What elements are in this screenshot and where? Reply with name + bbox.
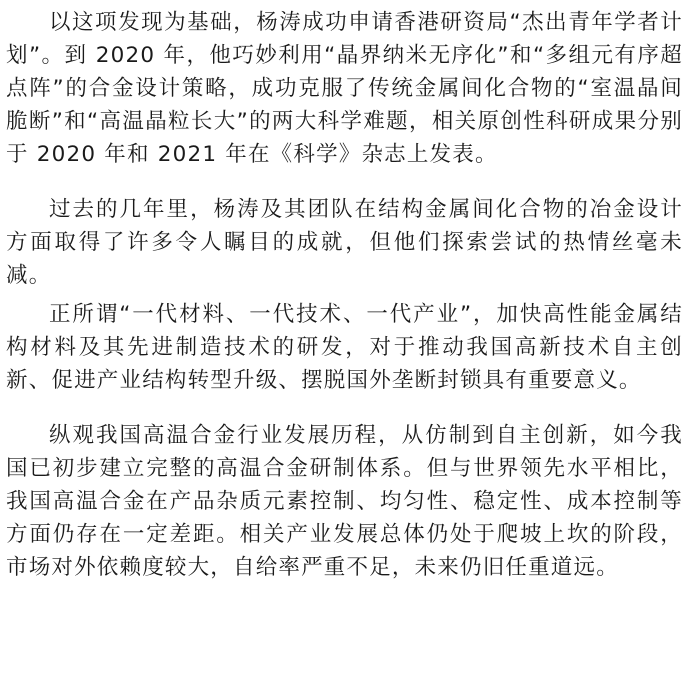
paragraph-3: 正所谓“一代材料、一代技术、一代产业”，加快高性能金属结构材料及其先进制造技术的研发，对于推动我国高新技术自主创新、促进产业结构转型升级、摆脱国外垄断封锁具有重要意义。 <box>6 302 683 393</box>
paragraph-1: 以这项发现为基础，杨涛成功申请香港研资局“杰出青年学者计划”。到 2020 年，他巧妙利用“晶界纳米无序化”和“多组元有序超点阵”的合金设计策略，成功克服了传统金属间化合物的“室温晶间脆断”和“高温晶粒长大”的两大科学难题，相关原创性科研成果分别于 2020 年和 2021 年在《科学》杂志上发表。 <box>6 10 683 167</box>
paragraph-spacer <box>6 171 683 193</box>
article-body <box>6 6 683 584</box>
paragraph-2: 过去的几年里，杨涛及其团队在结构金属间化合物的冶金设计方面取得了许多令人瞩目的成就，但他们探索尝试的热情丝毫未减。 <box>6 197 683 288</box>
paragraph-4: 纵观我国高温合金行业发展历程，从仿制到自主创新，如今我国已初步建立完整的高温合金研制体系。但与世界领先水平相比，我国高温合金在产品杂质元素控制、均匀性、稳定性、成本控制等方面仍存在一定差距。相关产业发展总体仍处于爬坡上坎的阶段，市场对外依赖度较大，自给率严重不足，未来仍旧任重道远。 <box>6 423 683 580</box>
paragraph-spacer <box>6 397 683 419</box>
